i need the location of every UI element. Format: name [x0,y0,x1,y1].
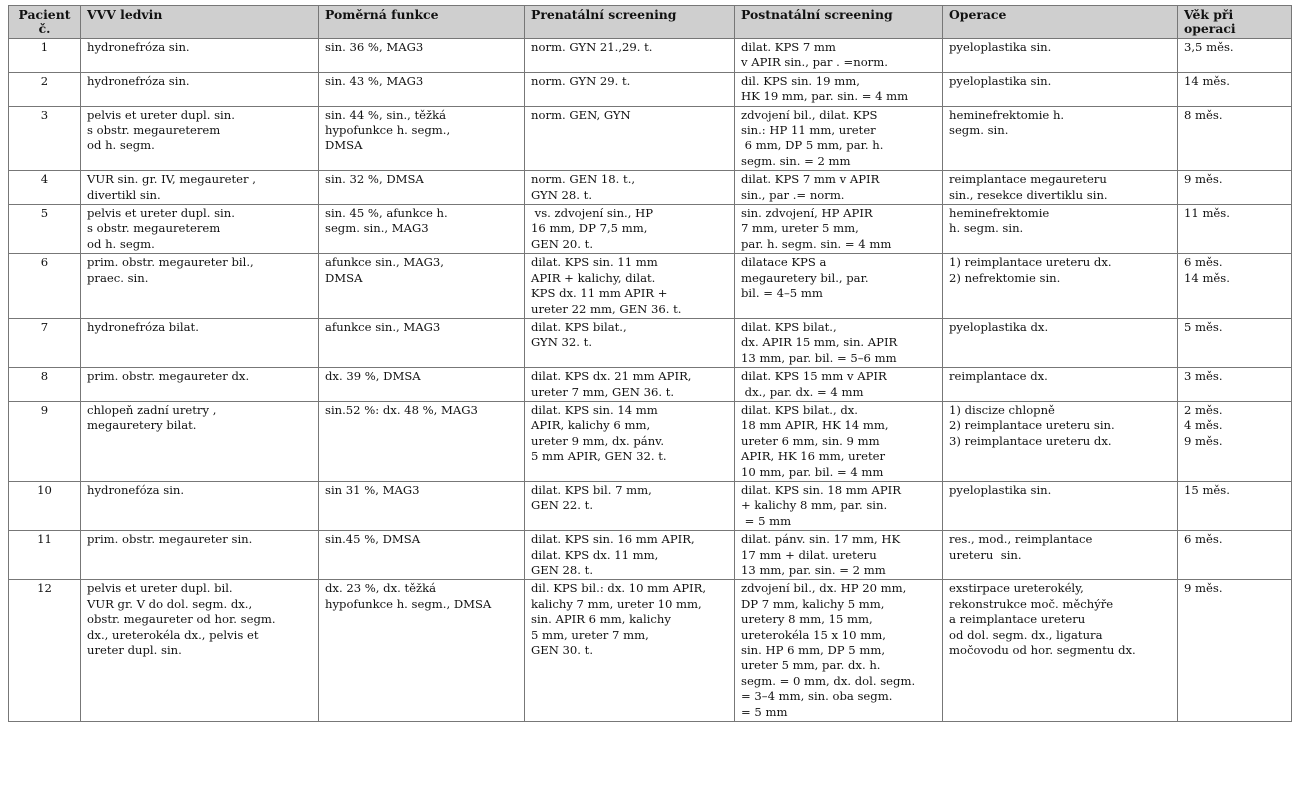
cell-line: DP 7 mm, kalichy 5 mm, [741,596,885,611]
table-row [9,72,1292,106]
cell-line: sin.52 %: dx. 48 %, MAG3 [325,402,478,417]
cell-line: 9 měs. [1184,172,1223,187]
cell-line: hypofunkce h. segm., [325,123,451,138]
cell-pacient: 2 [9,72,81,106]
cell-line: GEN 30. t. [531,643,594,658]
cell-line: pyeloplastika dx. [949,319,1049,334]
cell-line: divertikl sin. [87,187,161,202]
cell-vek [1178,481,1292,530]
cell-line: ureter dupl. sin. [87,643,182,658]
patient-table [8,5,1292,722]
cell-line: dx., ureterokéla dx., pelvis et [87,627,259,642]
cell-funkce [319,72,525,106]
cell-line: hydronefróza sin. [87,40,190,54]
cell-funkce [319,39,525,73]
cell-line: dilat. KPS dx. 21 mm APIR, [531,369,692,384]
cell-line: kalichy 7 mm, ureter 10 mm, [531,596,702,611]
cell-line: 3 měs. [1184,369,1223,384]
cell-line: megauretery bil., par. [741,270,869,285]
header-row [9,6,1292,39]
cell-line: segm. sin. = 2 mm [741,153,851,168]
cell-vek [1178,171,1292,205]
cell-line: dilat. KPS 15 mm v APIR [741,369,887,384]
table-row [9,106,1292,171]
cell-operace [943,318,1178,367]
cell-funkce [319,171,525,205]
cell-line: 15 měs. [1184,482,1230,497]
cell-line: praec. sin. [87,270,149,285]
cell-vvv [81,171,319,205]
cell-line: APIR, kalichy 6 mm, [531,418,651,433]
cell-line: = 5 mm [741,513,792,528]
cell-line: chlopeň zadní uretry , [87,402,217,417]
cell-line: sin. 36 %, MAG3 [325,40,424,54]
cell-operace [943,580,1178,722]
cell-line: pelvis et ureter dupl. sin. [87,107,235,122]
cell-prenatal [525,254,735,319]
cell-line: 16 mm, DP 7,5 mm, [531,221,648,236]
cell-line: heminefrektomie [949,206,1050,221]
cell-line: VUR gr. V do dol. segm. dx., [87,596,253,611]
cell-line: prim. obstr. megaureter dx. [87,369,250,384]
cell-postnatal [735,72,943,106]
cell-line: par. h. segm. sin. = 4 mm [741,236,892,251]
table-row [9,254,1292,319]
cell-prenatal [525,368,735,402]
cell-line: 6 mm, DP 5 mm, par. h. [741,138,884,153]
cell-line: norm. GEN, GYN [531,107,631,122]
cell-line: 13 mm, par. bil. = 5–6 mm [741,350,897,365]
cell-line: hydronefóza sin. [87,482,185,497]
cell-prenatal [525,580,735,722]
cell-funkce [319,254,525,319]
cell-line: sin. 44 %, sin., těžká [325,107,447,122]
cell-line: 2) nefrektomie sin. [949,270,1061,285]
cell-line: 3) reimplantace ureteru dx. [949,433,1112,448]
cell-line: dilat. pánv. sin. 17 mm, HK [741,532,901,547]
cell-vek [1178,39,1292,73]
table-row [9,580,1292,722]
cell-line: prim. obstr. megaureter bil., [87,255,254,270]
header-postnatal: Postnatální screening [735,6,943,39]
cell-operace [943,368,1178,402]
cell-line: dilat. KPS bilat., [531,319,627,334]
cell-line: dilat. KPS 7 mm v APIR [741,172,880,187]
cell-line: KPS dx. 11 mm APIR + [531,286,668,301]
table-row [9,531,1292,580]
cell-line: pelvis et ureter dupl. bil. [87,581,233,596]
cell-vek [1178,401,1292,481]
cell-line: dil. KPS sin. 19 mm, [741,73,860,88]
cell-line: pyeloplastika sin. [949,482,1052,497]
cell-line: zdvojení bil., dx. HP 20 mm, [741,581,907,596]
cell-line: dilat. KPS sin. 16 mm APIR, [531,532,695,547]
cell-line: ureter 22 mm, GEN 36. t. [531,301,682,316]
table-row [9,171,1292,205]
cell-line: dilat. KPS sin. 11 mm [531,255,658,270]
cell-operace [943,39,1178,73]
cell-line: dilat. KPS dx. 11 mm, [531,547,659,562]
cell-operace [943,254,1178,319]
header-operace: Operace [943,6,1178,39]
cell-line: 5 mm APIR, GEN 32. t. [531,449,667,464]
header-pacient: Pacient č. [9,6,81,39]
cell-line: dilat. KPS sin. 14 mm [531,402,658,417]
cell-line: heminefrektomie h. [949,107,1065,122]
cell-line: sin., resekce divertiklu sin. [949,187,1108,202]
cell-pacient: 1 [9,39,81,73]
cell-line: segm. sin., MAG3 [325,221,429,236]
cell-prenatal [525,205,735,254]
cell-vek [1178,106,1292,171]
header-prenatal: Prenatální screening [525,6,735,39]
cell-vek [1178,72,1292,106]
cell-line: exstirpace ureterokély, [949,581,1084,596]
cell-pacient: 10 [9,481,81,530]
cell-vek [1178,580,1292,722]
cell-line: hydronefróza sin. [87,73,190,88]
cell-line: 18 mm APIR, HK 14 mm, [741,418,889,433]
cell-vvv [81,401,319,481]
cell-line: afunkce sin., MAG3, [325,255,444,270]
cell-vek [1178,205,1292,254]
cell-line: 1) discize chlopně [949,402,1055,417]
cell-prenatal [525,39,735,73]
cell-vvv [81,39,319,73]
cell-pacient: 4 [9,171,81,205]
cell-line: h. segm. sin. [949,221,1024,236]
cell-line: 6 měs. [1184,532,1223,547]
cell-line: sin. 43 %, MAG3 [325,73,424,88]
table-body [9,39,1292,722]
cell-postnatal [735,106,943,171]
cell-vvv [81,318,319,367]
cell-funkce [319,318,525,367]
cell-line: dilat. KPS 7 mm [741,40,836,54]
cell-operace [943,531,1178,580]
cell-line: sin.: HP 11 mm, ureter [741,123,876,138]
table-row [9,401,1292,481]
cell-vek [1178,254,1292,319]
cell-line: = 3–4 mm, sin. oba segm. [741,689,893,704]
cell-funkce [319,481,525,530]
cell-operace [943,205,1178,254]
cell-line: hypofunkce h. segm., DMSA [325,596,492,611]
cell-line: afunkce sin., MAG3 [325,319,441,334]
cell-line: ureter 9 mm, dx. pánv. [531,433,665,448]
cell-funkce [319,580,525,722]
cell-line: dilat. KPS bilat., dx. [741,402,858,417]
cell-line: 9 měs. [1184,581,1223,596]
cell-line: sin., par .= norm. [741,187,845,202]
cell-line: APIR, HK 16 mm, ureter [741,449,886,464]
cell-vek [1178,368,1292,402]
cell-line: GYN 28. t. [531,187,593,202]
cell-line: 6 měs. [1184,255,1223,270]
cell-prenatal [525,401,735,481]
cell-pacient: 9 [9,401,81,481]
cell-line: dx., par. dx. = 4 mm [741,384,864,399]
cell-line: res., mod., reimplantace [949,532,1093,547]
cell-line: 11 měs. [1184,206,1230,221]
cell-line: sin 31 %, MAG3 [325,482,420,497]
cell-pacient: 8 [9,368,81,402]
cell-postnatal [735,205,943,254]
cell-line: dilatace KPS a [741,255,827,270]
cell-line: dx. 23 %, dx. těžká [325,581,437,596]
cell-line: sin.45 %, DMSA [325,532,421,547]
cell-line: prim. obstr. megaureter sin. [87,532,253,547]
cell-vvv [81,580,319,722]
cell-line: 5 měs. [1184,319,1223,334]
cell-line: APIR + kalichy, dilat. [531,270,656,285]
cell-line: norm. GYN 21.,29. t. [531,40,653,54]
cell-line: dx. APIR 15 mm, sin. APIR [741,335,898,350]
cell-line: megauretery bilat. [87,418,197,433]
cell-vvv [81,205,319,254]
cell-postnatal [735,580,943,722]
cell-vek [1178,318,1292,367]
cell-pacient: 3 [9,106,81,171]
cell-funkce [319,368,525,402]
cell-line: + kalichy 8 mm, par. sin. [741,498,888,513]
cell-line: a reimplantace ureteru [949,612,1086,627]
cell-line: uretery 8 mm, 15 mm, [741,612,873,627]
cell-line: od h. segm. [87,236,155,251]
cell-vvv [81,254,319,319]
cell-prenatal [525,106,735,171]
table-row [9,205,1292,254]
cell-line: 4 měs. [1184,418,1223,433]
cell-line: bil. = 4–5 mm [741,286,823,301]
cell-line: močovodu od hor. segmentu dx. [949,643,1136,658]
cell-pacient: 6 [9,254,81,319]
cell-postnatal [735,171,943,205]
cell-line: VUR sin. gr. IV, megaureter , [87,172,256,187]
cell-prenatal [525,171,735,205]
cell-line: 8 měs. [1184,107,1223,122]
cell-pacient: 12 [9,580,81,722]
cell-postnatal [735,401,943,481]
cell-line: dx. 39 %, DMSA [325,369,421,384]
header-funkce: Poměrná funkce [319,6,525,39]
cell-postnatal [735,368,943,402]
cell-line: 1) reimplantace ureteru dx. [949,255,1112,270]
cell-line: 5 mm, ureter 7 mm, [531,627,649,642]
cell-postnatal [735,481,943,530]
cell-operace [943,106,1178,171]
cell-line: 2) reimplantace ureteru sin. [949,418,1115,433]
cell-line: GEN 22. t. [531,498,594,513]
table-row [9,368,1292,402]
cell-operace [943,481,1178,530]
cell-line: ureter 7 mm, GEN 36. t. [531,384,675,399]
cell-line: pelvis et ureter dupl. sin. [87,206,235,221]
cell-line: pyeloplastika sin. [949,40,1052,54]
cell-postnatal [735,531,943,580]
cell-line: DMSA [325,270,363,285]
cell-prenatal [525,318,735,367]
cell-vvv [81,531,319,580]
cell-funkce [319,531,525,580]
cell-line: 14 měs. [1184,73,1230,88]
cell-line: zdvojení bil., dilat. KPS [741,107,878,122]
cell-line: s obstr. megaureterem [87,221,221,236]
cell-line: sin. 32 %, DMSA [325,172,424,187]
cell-line: ureteru sin. [949,547,1022,562]
table-row [9,39,1292,73]
cell-line: rekonstrukce moč. měchýře [949,596,1114,611]
header-vek: Věk při operaci [1178,6,1292,39]
cell-prenatal [525,72,735,106]
cell-line: dilat. KPS bil. 7 mm, [531,482,652,497]
cell-operace [943,401,1178,481]
cell-pacient: 11 [9,531,81,580]
cell-line: GEN 20. t. [531,236,594,251]
cell-line: 17 mm + dilat. ureteru [741,547,877,562]
cell-line: obstr. megaureter od hor. segm. [87,612,276,627]
cell-line: od dol. segm. dx., ligatura [949,627,1103,642]
cell-line: v APIR sin., par . =norm. [741,55,888,70]
cell-vvv [81,481,319,530]
cell-line: GEN 28. t. [531,563,594,577]
cell-line: 3,5 měs. [1184,40,1234,54]
cell-line: dilat. KPS bilat., [741,319,837,334]
table-row [9,481,1292,530]
cell-line: dilat. KPS sin. 18 mm APIR [741,482,901,497]
cell-line: 9 měs. [1184,433,1223,448]
cell-line: norm. GYN 29. t. [531,73,631,88]
cell-line: hydronefróza bilat. [87,319,199,334]
cell-line: GYN 32. t. [531,335,593,350]
cell-postnatal [735,318,943,367]
cell-line: vs. zdvojení sin., HP [531,206,654,221]
cell-line: sin. APIR 6 mm, kalichy [531,612,671,627]
cell-line: 2 měs. [1184,402,1223,417]
cell-vvv [81,368,319,402]
cell-line: 10 mm, par. bil. = 4 mm [741,464,884,479]
cell-line: ureter 5 mm, par. dx. h. [741,658,881,673]
cell-prenatal [525,531,735,580]
cell-line: pyeloplastika sin. [949,73,1052,88]
cell-line: HK 19 mm, par. sin. = 4 mm [741,89,909,104]
cell-pacient: 7 [9,318,81,367]
cell-operace [943,72,1178,106]
cell-line: s obstr. megaureterem [87,123,221,138]
cell-line: sin. HP 6 mm, DP 5 mm, [741,643,886,658]
cell-line: 13 mm, par. sin. = 2 mm [741,563,886,577]
table-row [9,318,1292,367]
cell-line: norm. GEN 18. t., [531,172,636,187]
cell-vvv [81,72,319,106]
cell-line: od h. segm. [87,138,155,153]
cell-line: segm. sin. [949,123,1009,138]
cell-postnatal [735,254,943,319]
cell-funkce [319,205,525,254]
cell-line: reimplantace dx. [949,369,1048,384]
cell-line: segm. = 0 mm, dx. dol. segm. [741,673,916,688]
cell-prenatal [525,481,735,530]
cell-line: reimplantace megaureteru [949,172,1107,187]
cell-vvv [81,106,319,171]
cell-line: 7 mm, ureter 5 mm, [741,221,859,236]
cell-line: ureterokéla 15 x 10 mm, [741,627,886,642]
cell-line: sin. 45 %, afunkce h. [325,206,448,221]
cell-line: = 5 mm [741,704,788,719]
cell-line: dil. KPS bil.: dx. 10 mm APIR, [531,581,707,596]
cell-line: DMSA [325,138,363,153]
cell-line: 14 měs. [1184,270,1230,285]
cell-funkce [319,401,525,481]
cell-postnatal [735,39,943,73]
cell-line: sin. zdvojení, HP APIR [741,206,873,221]
cell-operace [943,171,1178,205]
cell-funkce [319,106,525,171]
cell-pacient: 5 [9,205,81,254]
cell-vek [1178,531,1292,580]
header-vvv: VVV ledvin [81,6,319,39]
cell-line: ureter 6 mm, sin. 9 mm [741,433,880,448]
